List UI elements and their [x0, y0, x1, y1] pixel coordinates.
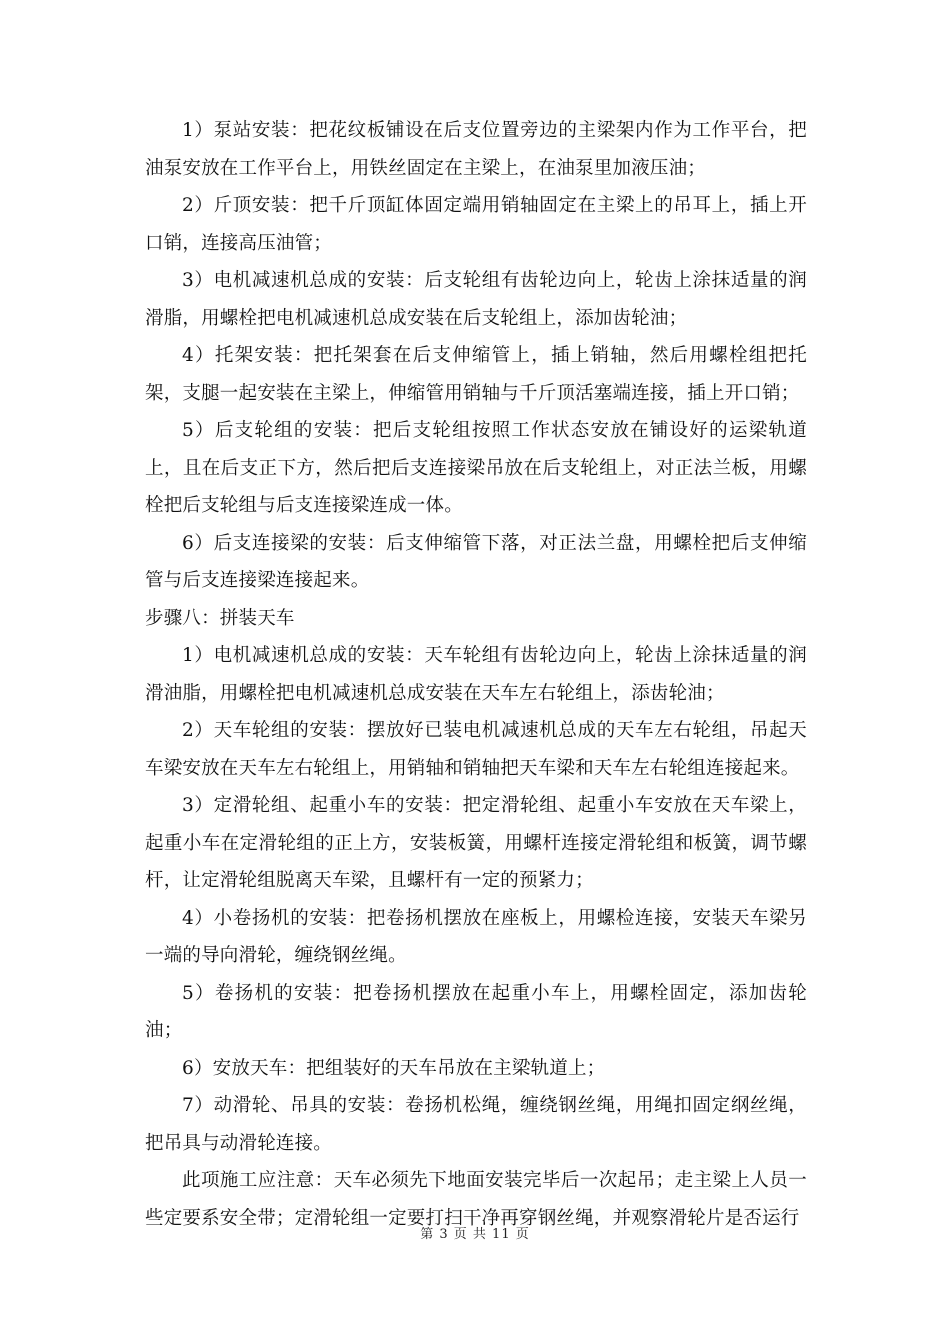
paragraph-moving-pulley-spreader: 7）动滑轮、吊具的安装：卷扬机松绳，缠绕钢丝绳，用绳扣固定纲丝绳，把吊具与动滑轮连接。	[145, 1095, 807, 1154]
paragraph-small-winch: 4）小卷扬机的安装：把卷扬机摆放在座板上，用螺检连接，安装天车梁另一端的导向滑轮，缠绕钢丝绳。	[145, 907, 807, 966]
paragraph-bracket-install: 4）托架安装：把托架套在后支伸缩管上，插上销轴，然后用螺栓组把托架，支腿一起安装在主梁上，伸缩管用销轴与千斤顶活塞端连接，插上开口销；	[145, 345, 807, 404]
paragraph-fixed-pulley-trolley: 3）定滑轮组、起重小车的安装：把定滑轮组、起重小车安放在天车梁上，起重小车在定滑轮组的正上方，安装板簧，用螺杆连接定滑轮组和板簧，调节螺杆，让定滑轮组脱离天车梁，且螺杆有一定的预紧力；	[145, 795, 807, 891]
page-number-footer: 第 3 页 共 11 页	[420, 1227, 530, 1242]
paragraph-winch: 5）卷扬机的安装：把卷扬机摆放在起重小车上，用螺栓固定，添加齿轮油；	[145, 982, 807, 1041]
paragraph-rear-connecting-beam: 6）后支连接梁的安装：后支伸缩管下落，对正法兰盘，用螺栓把后支伸缩管与后支连接梁连接起来。	[145, 532, 807, 591]
section-heading-step-eight: 步骤八：拼装天车	[145, 607, 295, 629]
document-body	[145, 112, 807, 1237]
paragraph-motor-reducer-crane: 1）电机减速机总成的安装：天车轮组有齿轮边向上，轮齿上涂抹适量的润滑油脂，用螺栓把电机减速机总成安装在天车左右轮组上，添齿轮油；	[145, 645, 807, 704]
paragraph-motor-reducer-rear: 3）电机减速机总成的安装：后支轮组有齿轮边向上，轮齿上涂抹适量的润滑脂，用螺栓把电机减速机总成安装在后支轮组上，添加齿轮油；	[145, 270, 807, 329]
paragraph-rear-wheel-set: 5）后支轮组的安装：把后支轮组按照工作状态安放在铺设好的运梁轨道上，且在后支正下方，然后把后支连接梁吊放在后支轮组上，对正法兰板，用螺栓把后支轮组与后支连接梁连成一体。	[145, 420, 807, 516]
paragraph-crane-wheel-set: 2）天车轮组的安装：摆放好已装电机减速机总成的天车左右轮组，吊起天车梁安放在天车左右轮组上，用销轴和销轴把天车梁和天车左右轮组连接起来。	[145, 720, 807, 779]
paragraph-jack-install: 2）斤顶安装：把千斤顶缸体固定端用销轴固定在主梁上的吊耳上，插上开口销，连接高压油管；	[145, 195, 807, 254]
paragraph-construction-notes: 此项施工应注意：天车必须先下地面安装完毕后一次起吊；走主梁上人员一些定要系安全带；定滑轮组一定要打扫干净再穿钢丝绳，并观察滑轮片是否运行	[145, 1170, 807, 1229]
paragraph-place-crane: 6）安放天车：把组装好的天车吊放在主梁轨道上；	[182, 1057, 606, 1079]
paragraph-pump-station: 1）泵站安装：把花纹板铺设在后支位置旁边的主梁架内作为工作平台，把油泵安放在工作平台上，用铁丝固定在主梁上，在油泵里加液压油；	[145, 120, 807, 179]
